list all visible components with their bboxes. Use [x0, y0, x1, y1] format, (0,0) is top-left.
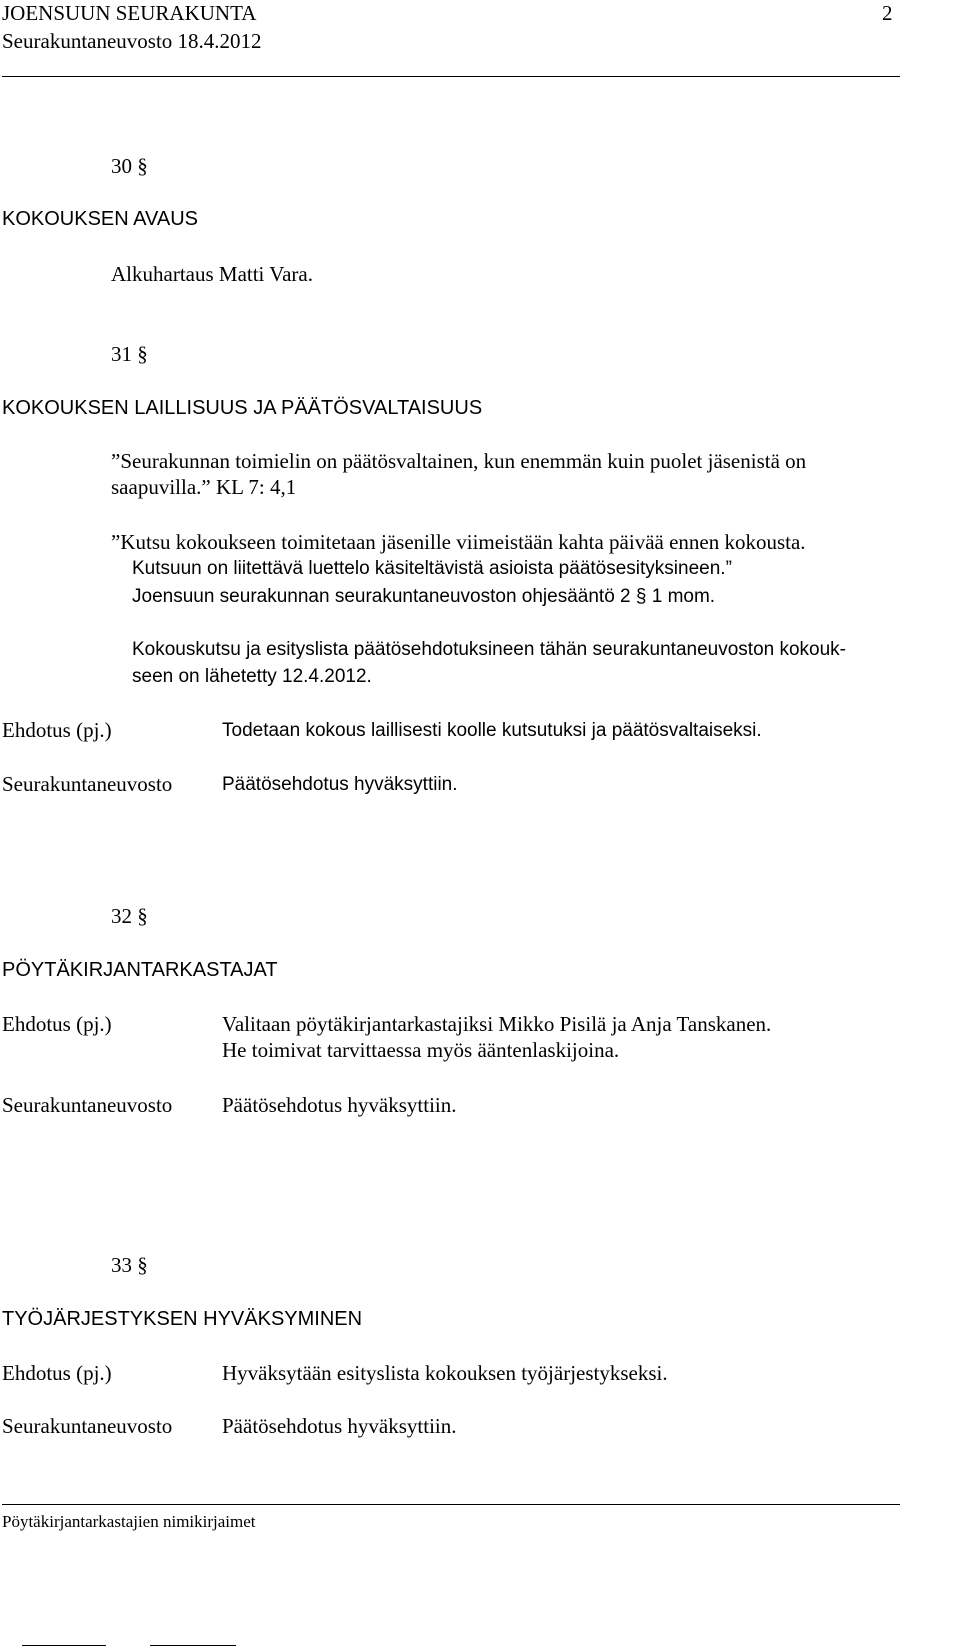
section-31-note-line1: Kokouskutsu ja esityslista päätösehdotuksineen tähän seurakuntaneuvoston kokouk-	[132, 639, 847, 660]
section-32-proposal-label: Ehdotus (pj.)	[2, 1012, 112, 1036]
section-30-title: KOKOUKSEN AVAUS	[2, 208, 198, 230]
section-33-title: TYÖJÄRJESTYKSEN HYVÄKSYMINEN	[2, 1308, 363, 1330]
section-31-quote1-line1: ”Seurakunnan toimielin on päätösvaltainen, kun enemmän kuin puolet jäsenistä on	[111, 449, 807, 473]
section-31-quote1-line2: saapuvilla.” KL 7: 4,1	[111, 475, 297, 499]
section-31-quote2-line2: Kutsuun on liitettävä luettelo käsiteltävistä asioista päätösesityksineen.”	[132, 558, 732, 579]
section-31-note-line2: seen on lähetetty 12.4.2012.	[132, 666, 372, 687]
section-33-decision-text: Päätösehdotus hyväksyttiin.	[222, 1414, 457, 1438]
section-32-title: PÖYTÄKIRJANTARKASTAJAT	[2, 959, 278, 981]
section-33-proposal-text: Hyväksytään esityslista kokouksen työjärjestykseksi.	[222, 1361, 668, 1385]
initials-line-1	[22, 1645, 106, 1646]
footer-rule	[2, 1504, 900, 1505]
page-number: 2	[882, 1, 893, 25]
header-rule	[2, 76, 900, 77]
section-31-proposal-text: Todetaan kokous laillisesti koolle kutsutuksi ja päätösvaltaiseksi.	[222, 720, 762, 741]
section-32-proposal-line2: He toimivat tarvittaessa myös ääntenlaskijoina.	[222, 1038, 620, 1062]
section-30-intro: Alkuhartaus Matti Vara.	[111, 262, 313, 286]
section-31-title: KOKOUKSEN LAILLISUUS JA PÄÄTÖSVALTAISUUS	[2, 397, 483, 419]
section-33-decision-label: Seurakuntaneuvosto	[2, 1414, 173, 1438]
footer-label: Pöytäkirjantarkastajien nimikirjaimet	[2, 1512, 256, 1531]
initials-line-2	[150, 1645, 236, 1646]
section-32-decision-label: Seurakuntaneuvosto	[2, 1093, 173, 1117]
section-31-proposal-label: Ehdotus (pj.)	[2, 718, 112, 742]
header-org: JOENSUUN SEURAKUNTA	[2, 1, 257, 25]
section-31-decision-text: Päätösehdotus hyväksyttiin.	[222, 774, 458, 795]
section-32-proposal-line1: Valitaan pöytäkirjantarkastajiksi Mikko Pisilä ja Anja Tanskanen.	[222, 1012, 772, 1036]
section-33-proposal-label: Ehdotus (pj.)	[2, 1361, 112, 1385]
section-31-decision-label: Seurakuntaneuvosto	[2, 772, 173, 796]
section-32-number: 32 §	[111, 904, 148, 928]
header-meeting: Seurakuntaneuvosto 18.4.2012	[2, 29, 262, 53]
section-30-number: 30 §	[111, 154, 148, 178]
section-32-decision-text: Päätösehdotus hyväksyttiin.	[222, 1093, 457, 1117]
section-31-number: 31 §	[111, 342, 148, 366]
section-31-quote2-line1: ”Kutsu kokoukseen toimitetaan jäsenille viimeistään kahta päivää ennen kokousta.	[111, 530, 806, 554]
section-33-number: 33 §	[111, 1253, 148, 1277]
section-31-quote2-line3: Joensuun seurakunnan seurakuntaneuvoston ohjesääntö 2 § 1 mom.	[132, 586, 716, 607]
